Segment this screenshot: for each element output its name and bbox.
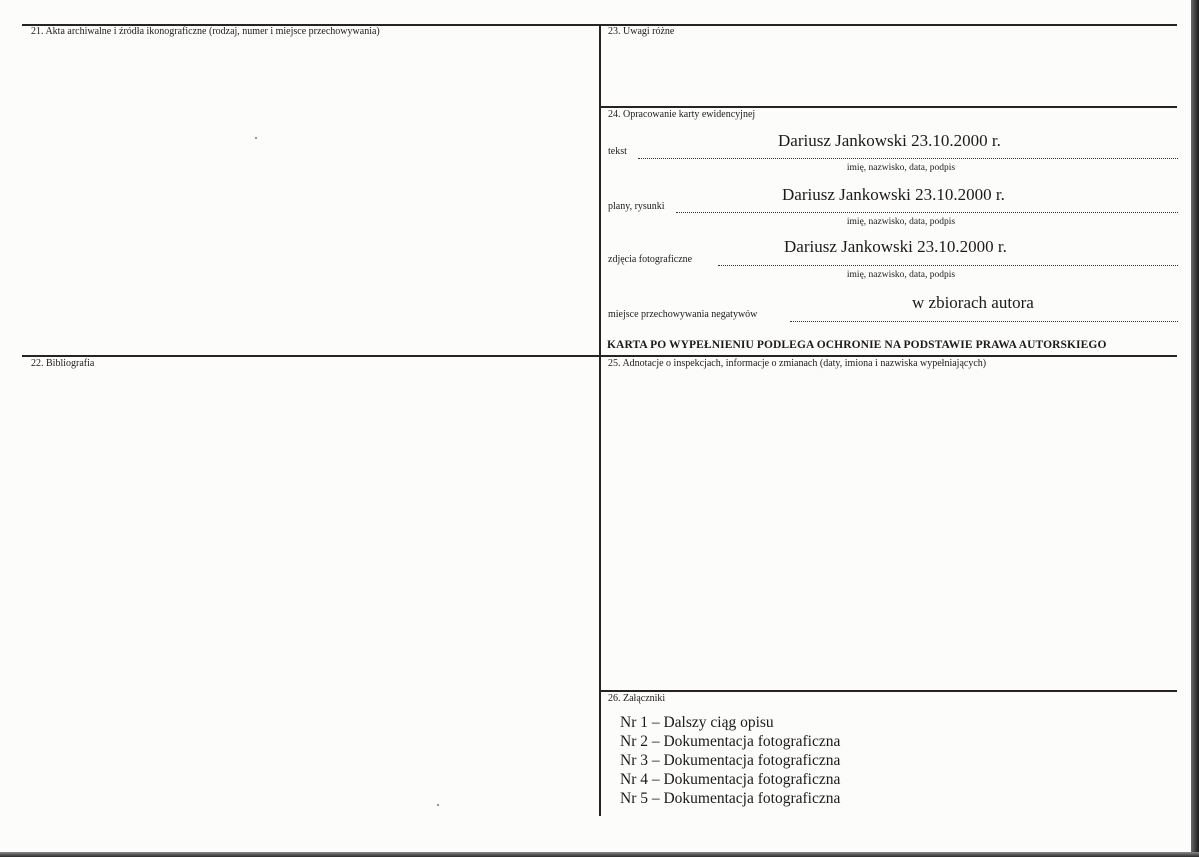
row-value-text: Dariusz Jankowski 23.10.2000 r. xyxy=(778,131,1001,150)
attachment-item: Nr 1 – Dalszy ciąg opisu xyxy=(620,714,774,731)
section-25-label: 25. Adnotacje o inspekcjach, informacje o zmianach (daty, imiona i nazwiska wypełniających) xyxy=(608,358,987,369)
attachment-item: Nr 2 – Dokumentacja fotograficzna xyxy=(620,733,841,750)
section-26-label: 26. Załączniki xyxy=(608,693,666,704)
rule-above-24 xyxy=(601,106,1177,108)
row-line-photos xyxy=(718,265,1178,266)
row-label-text: tekst xyxy=(608,146,627,157)
scan-speck xyxy=(437,804,439,806)
row-value-plans: Dariusz Jankowski 23.10.2000 r. xyxy=(782,185,1005,204)
section-22-label: 22. Bibliografia xyxy=(31,358,95,369)
copyright-notice: KARTA PO WYPEŁNIENIU PODLEGA OCHRONIE NA PODSTAWIE PRAWA AUTORSKIEGO xyxy=(607,339,1107,351)
section-21-label: 21. Akta archiwalne i źródła ikonograficzne (rodzaj, numer i miejsce przechowywania) xyxy=(31,26,380,37)
row-caption-plans: imię, nazwisko, data, podpis xyxy=(846,217,956,227)
row-label-plans: plany, rysunki xyxy=(608,201,665,212)
rule-above-26 xyxy=(601,690,1177,692)
row-caption-text: imię, nazwisko, data, podpis xyxy=(846,163,956,173)
section-24-label: 24. Opracowanie karty ewidencyjnej xyxy=(608,109,756,120)
scan-edge-bottom xyxy=(0,852,1199,857)
row-label-photos: zdjęcia fotograficzne xyxy=(608,254,693,265)
attachment-item: Nr 5 – Dokumentacja fotograficzna xyxy=(620,790,841,807)
row-line-text xyxy=(638,158,1178,159)
row-line-plans xyxy=(676,212,1178,213)
row-caption-photos: imię, nazwisko, data, podpis xyxy=(846,270,956,280)
attachment-item: Nr 3 – Dokumentacja fotograficzna xyxy=(620,752,841,769)
section-23-label: 23. Uwagi różne xyxy=(608,26,675,37)
scan-speck xyxy=(255,137,257,139)
center-divider xyxy=(599,24,601,816)
scan-edge-right xyxy=(1191,0,1199,857)
row-label-negatives: miejsce przechowywania negatywów xyxy=(608,309,758,320)
row-value-negatives: w zbiorach autora xyxy=(912,293,1034,312)
attachment-item: Nr 4 – Dokumentacja fotograficzna xyxy=(620,771,841,788)
row-line-negatives xyxy=(790,321,1178,322)
row-value-photos: Dariusz Jankowski 23.10.2000 r. xyxy=(784,237,1007,256)
